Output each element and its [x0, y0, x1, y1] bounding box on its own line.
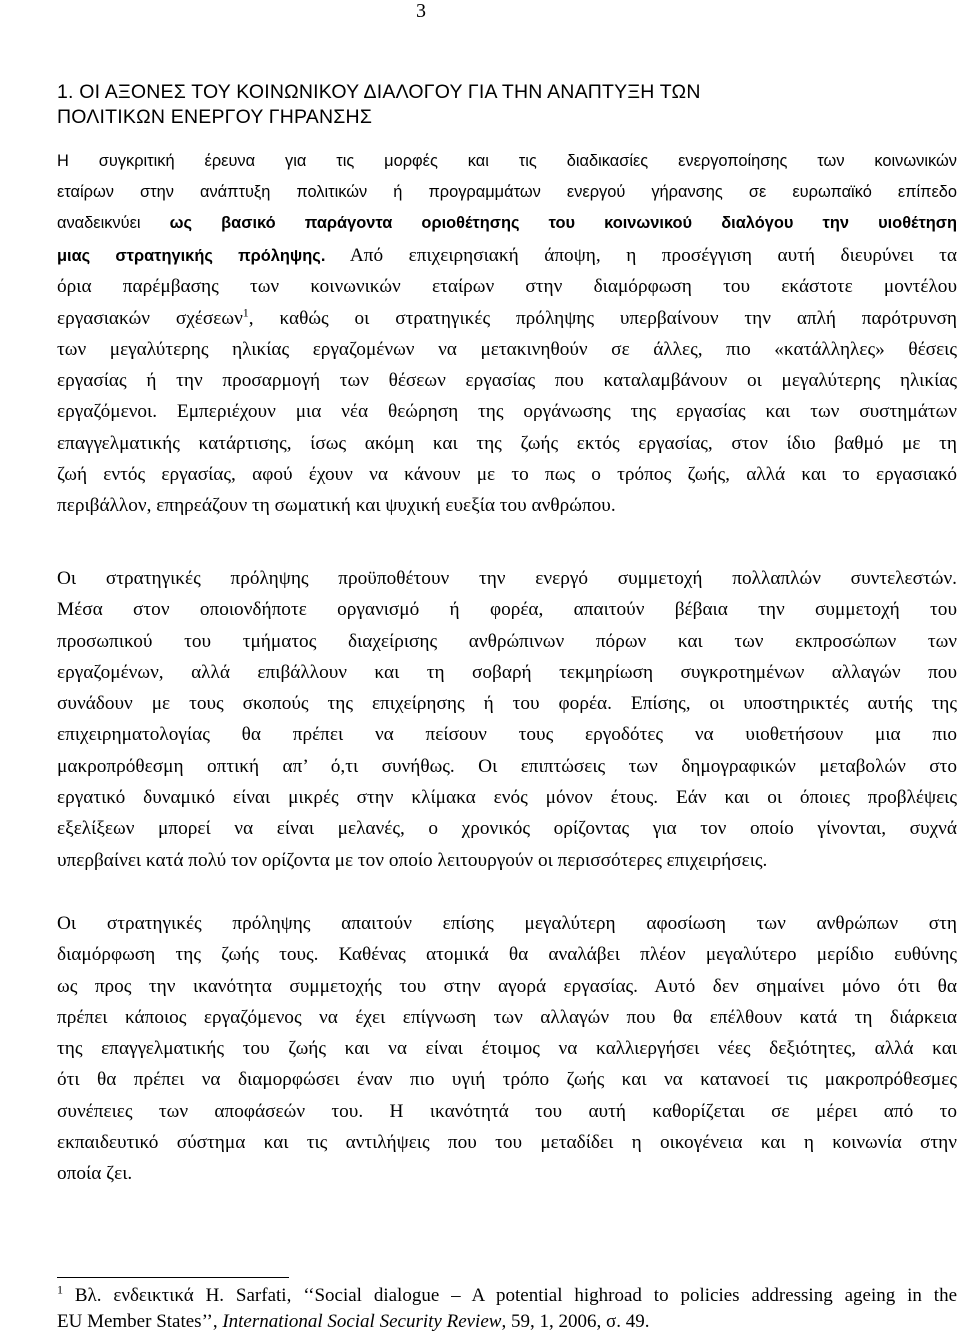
text-line: Μέσα στον οποιονδήποτε οργανισμό ή φορέα, απαιτούν βέβαια την συμμετοχή του [57, 599, 957, 621]
text-span: Βλ. ενδεικτικά H. Sarfati, ‘‘Social dialogue – A potential highroad to policies addressing ageing in the [63, 1285, 957, 1306]
text-line: συνέπειες των αποφάσεών του. Η ικανότητά του αυτή καθορίζεται σε μέρει από το [57, 1100, 957, 1122]
text-line: πρέπει κάποιος εργαζόμενος να έχει επίγνωση των αλλαγών που θα επέλθουν κατά τη διάρκεια [57, 1006, 957, 1028]
text-line: της επαγγελματικής του ζωής και να είναι έτοιμος να καλλιεργήσει νέες δεξιότητες, αλλά και [57, 1038, 957, 1060]
text-span: , καθώς οι στρατηγικές πρόληψης υπερβαίνουν την απλή παρότρυνση [248, 307, 958, 329]
text-span: Από επιχειρησιακή άποψη, η προσέγγιση αυτή διευρύνει τα [325, 245, 957, 266]
footnote [57, 1283, 957, 1335]
text-line: εργατικό δυναμικό είναι μικρές στην κλίμακα ενός μόνον έτους. Εάν και οι όποιες προβλέψεις [57, 787, 957, 809]
text-line: όρια παρέμβασης των κοινωνικών εταίρων στην διαμόρφωση του εκάστοτε μοντέλου [57, 276, 957, 298]
text-line: μακροπρόθεσμη οπτική απ’ ό,τι συνήθως. Οι επιπτώσεις των δημογραφικών μεταβολών στο [57, 755, 957, 777]
bold-text: μιας στρατηγικής πρόληψης. [57, 247, 326, 265]
text-line: Οι στρατηγικές πρόληψης απαιτούν επίσης μεγαλύτερη αφοσίωση των ανθρώπων στη [57, 913, 957, 934]
page-number: 3 [416, 0, 426, 22]
text-line: εκπαιδευτικό σύστημα και τις αντιλήψεις που του μεταδίδει η οικογένεια και η κοινωνία στην [57, 1132, 957, 1154]
text-line: Οι στρατηγικές πρόληψης προϋποθέτουν την ενεργό συμμετοχή πολλαπλών συντελεστών. [57, 568, 957, 589]
paragraph-2 [57, 563, 957, 876]
footnote-mark: 1 [57, 1282, 63, 1297]
text-line: Η συγκριτική έρευνα για τις μορφές και τις διαδικασίες ενεργοποίησης των κοινωνικών [57, 152, 957, 170]
text-line [57, 240, 957, 271]
text-line: προσωπικού του τμήματος διαχείρισης ανθρώπινων πόρων και των εκπροσώπων των [57, 630, 957, 652]
footnote-line [57, 1309, 957, 1335]
section-heading [57, 80, 957, 130]
text-span: εργασιακών σχέσεων [57, 307, 243, 329]
text-line: υπερβαίνει κατά πολύ τον ορίζοντα με τον οποίο λειτουργούν οι περισσότερες επιχειρήσεις. [57, 849, 768, 871]
text-span: , 59, 1, 2006, σ. 49. [501, 1311, 650, 1332]
footnote-divider [57, 1277, 289, 1278]
paragraph-1 [57, 240, 957, 522]
journal-title: International Social Security Review [222, 1311, 502, 1332]
text-line: εργαζομένων, αλλά επιβάλλουν και τη σοβαρή τεκμηρίωση συγκροτημένων αλλαγών που [57, 661, 957, 683]
paragraph-3 [57, 908, 957, 1190]
text-line [57, 208, 957, 239]
bold-text: ως βασικό παράγοντα οριοθέτησης του κοινωνικού διαλόγου την υιοθέτηση [169, 214, 958, 233]
footnote-reference[interactable]: 1 [242, 305, 249, 320]
heading-line-2: ΠΟΛΙΤΙΚΩΝ ΕΝΕΡΓΟΥ ΓΗΡΑΝΣΗΣ [57, 106, 373, 128]
text-line: εργασίας ή την προσαρμογή των θέσεων εργασίας που καταλαμβάνουν οι μεγαλύτερης ηλικίας [57, 370, 957, 392]
text-line: εργαζόμενοι. Εμπεριέχουν μια νέα θεώρηση της οργάνωσης της εργασίας και των συστημάτων [57, 401, 957, 423]
text-line: συνάδουν με τους σκοπούς της επιχείρησης ή του φορέα. Επίσης, οι υποστηρικτές αυτής της [57, 693, 957, 715]
text-line: ότι θα πρέπει να διαμορφώσει έναν πιο υγιή τρόπο ζωής και να κατανοεί τις μακροπρόθεσμες [57, 1069, 957, 1091]
intro-paragraph [57, 146, 957, 240]
heading-line-1: 1. ΟΙ ΑΞΟΝΕΣ ΤΟΥ ΚΟΙΝΩΝΙΚΟΥ ΔΙΑΛΟΓΟΥ ΓΙΑ ΤΗΝ ΑΝΑΠΤΥΞΗ ΤΩΝ [57, 81, 701, 103]
text-line: των μεγαλύτερης ηλικίας εργαζομένων να μετακινηθούν σε άλλες, πιο «κατάλληλες» θέσεις [57, 338, 957, 360]
text-span: αναδεικνύει [57, 214, 170, 233]
text-span: EU Member States’’, [57, 1311, 223, 1332]
text-line: επιχειρηματολογίας θα πρέπει να πείσουν τους εργοδότες να υιοθετήσουν μια πιο [57, 724, 957, 746]
text-line: εταίρων στην ανάπτυξη πολιτικών ή προγραμμάτων ενεργού γήρανσης σε ευρωπαϊκό επίπεδο [57, 183, 957, 202]
text-line: οποία ζει. [57, 1163, 133, 1185]
text-line: επαγγελματικής κατάρτισης, ίσως ακόμη και της ζωής εκτός εργασίας, στον ίδιο βαθμό με τη [57, 432, 957, 454]
text-line: εξελίξεων μπορεί να είναι μελανές, ο χρονικός ορίζοντας για τον οποίο γίνονται, συχνά [57, 818, 957, 840]
text-line: διαμόρφωση της ζωής τους. Καθένας ατομικά θα αναλάβει πλέον μεγαλύτερο μερίδιο ευθύνης [57, 944, 957, 966]
footnote-line [57, 1283, 957, 1309]
text-line [57, 303, 957, 334]
text-line: ως προς την ικανότητα συμμετοχής του στην αγορά εργασίας. Αυτό δεν σημαίνει μόνο ότι θα [57, 975, 957, 997]
text-line: περιβάλλον, επηρεάζουν τη σωματική και ψυχική ευεξία του ανθρώπου. [57, 495, 616, 517]
text-line: ζωή εντός εργασίας, αφού έχουν να κάνουν με το πως ο τρόπος ζωής, αλλά και το εργασιακό [57, 464, 957, 486]
